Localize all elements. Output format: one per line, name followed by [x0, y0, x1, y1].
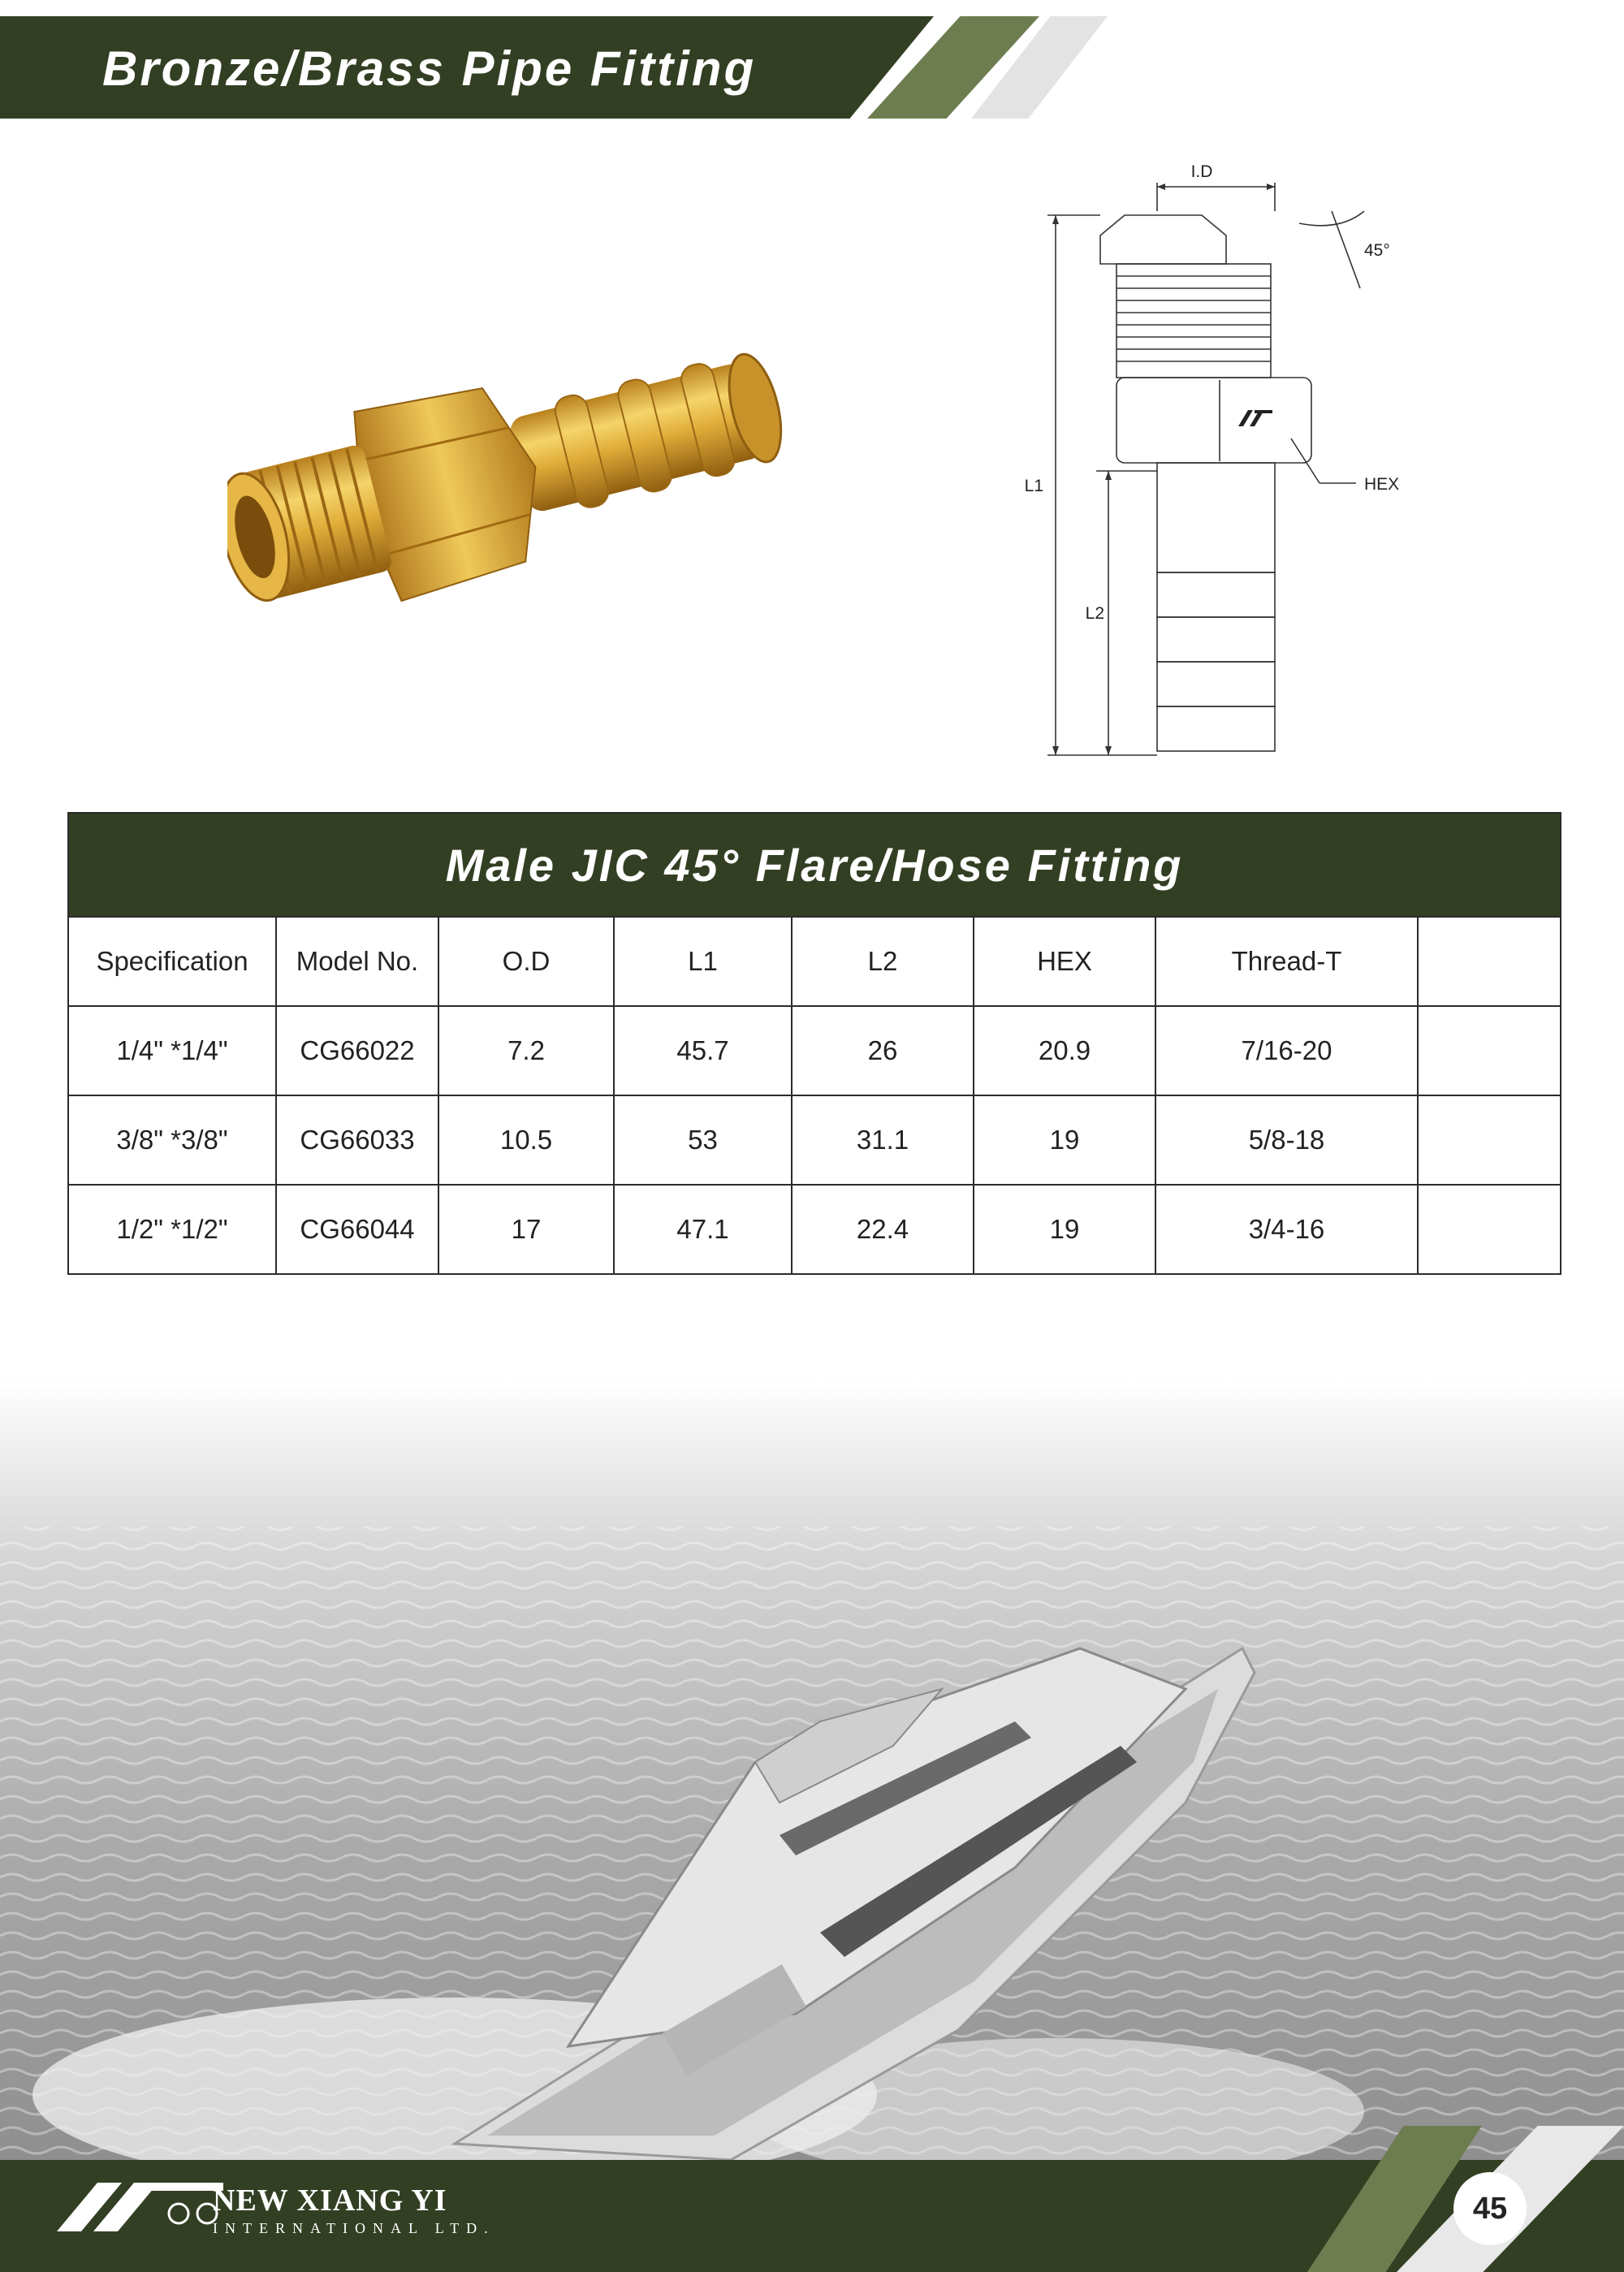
cell-empty — [1418, 1185, 1561, 1274]
spec-table — [67, 812, 1561, 1275]
cell-l1: 45.7 — [614, 1006, 792, 1095]
technical-drawing — [1007, 154, 1429, 771]
cell-hex: 19 — [974, 1095, 1155, 1185]
cell-l2: 22.4 — [792, 1185, 974, 1274]
cell-thread: 7/16-20 — [1155, 1006, 1418, 1095]
table-row — [68, 1006, 1561, 1095]
yacht-background-image — [0, 1380, 1624, 2168]
company-name: NEW XIANG YI — [213, 2183, 447, 2218]
cell-hex: 20.9 — [974, 1006, 1155, 1095]
cell-l2: 26 — [792, 1006, 974, 1095]
header-l1: L1 — [614, 917, 792, 1006]
header-hex: HEX — [974, 917, 1155, 1006]
table-title — [68, 813, 1561, 917]
cell-od: 17 — [438, 1185, 614, 1274]
l2-label: L2 — [1085, 604, 1104, 623]
cell-l1: 47.1 — [614, 1185, 792, 1274]
table-row — [68, 1185, 1561, 1274]
cell-thread: 5/8-18 — [1155, 1095, 1418, 1185]
cell-empty — [1418, 1006, 1561, 1095]
l1-label: L1 — [1024, 477, 1043, 495]
cell-specification: 3/8" *3/8" — [68, 1095, 276, 1185]
header-model-no: Model No. — [276, 917, 438, 1006]
cell-l2: 31.1 — [792, 1095, 974, 1185]
hex-logo-icon — [1238, 410, 1272, 426]
angle-label: 45° — [1364, 241, 1390, 260]
table-title-text: Male JIC 45° Flare/Hose Fitting — [445, 839, 1184, 891]
header-specification: Specification — [68, 917, 276, 1006]
cell-thread: 3/4-16 — [1155, 1185, 1418, 1274]
hex-label: HEX — [1364, 475, 1400, 494]
cell-model-no: CG66033 — [276, 1095, 438, 1185]
company-logo-icon — [57, 2175, 227, 2240]
company-subtitle: INTERNATIONAL LTD. — [213, 2220, 495, 2236]
cell-l1: 53 — [614, 1095, 792, 1185]
table-header-row — [68, 917, 1561, 1006]
header-empty — [1418, 917, 1561, 1006]
cell-model-no: CG66022 — [276, 1006, 438, 1095]
cell-model-no: CG66044 — [276, 1185, 438, 1274]
cell-empty — [1418, 1095, 1561, 1185]
page-title: Bronze/Brass Pipe Fitting — [102, 41, 757, 96]
cell-specification: 1/2" *1/2" — [68, 1185, 276, 1274]
id-label: I.D — [1190, 162, 1213, 181]
cell-hex: 19 — [974, 1185, 1155, 1274]
cell-od: 10.5 — [438, 1095, 614, 1185]
header-l2: L2 — [792, 917, 974, 1006]
brass-fitting-photo — [227, 317, 812, 625]
cell-specification: 1/4" *1/4" — [68, 1006, 276, 1095]
table-row — [68, 1095, 1561, 1185]
header-thread: Thread-T — [1155, 917, 1418, 1006]
page-number: 45 — [1453, 2172, 1527, 2245]
header-od: O.D — [438, 917, 614, 1006]
cell-od: 7.2 — [438, 1006, 614, 1095]
table-title-row — [68, 813, 1561, 917]
